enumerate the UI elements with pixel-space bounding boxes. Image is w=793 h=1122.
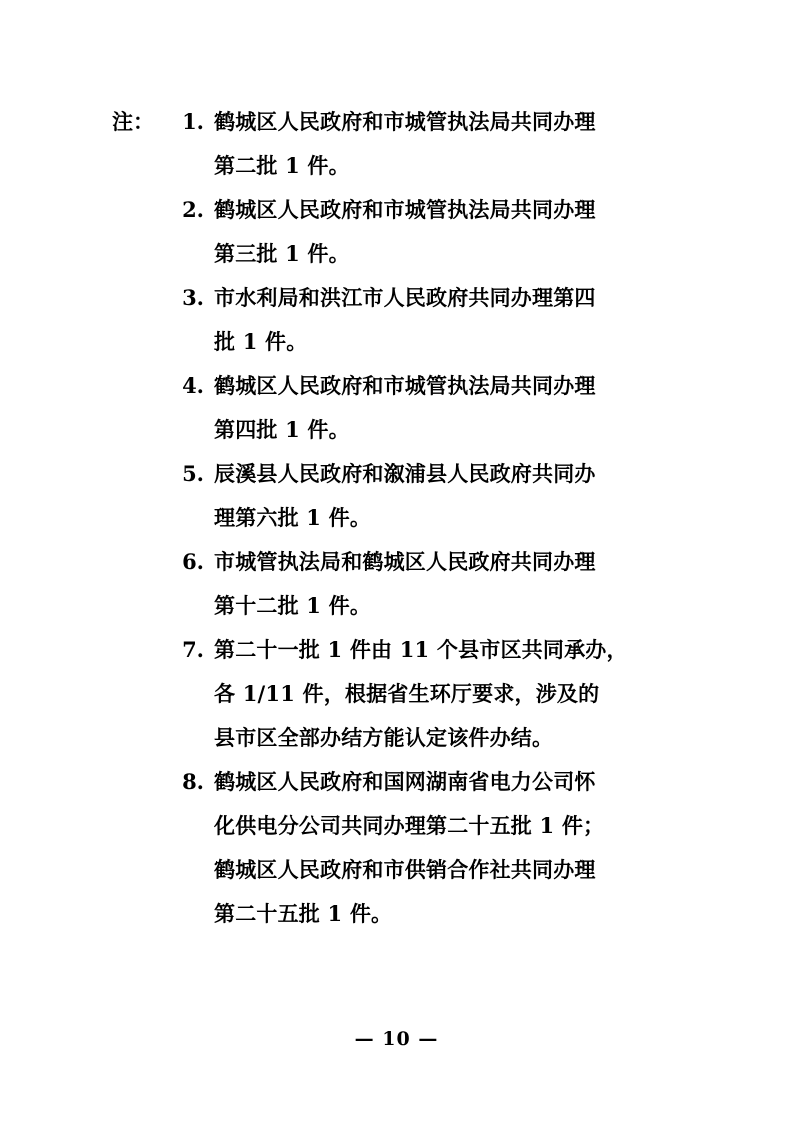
list-item-number: 4. bbox=[182, 373, 204, 398]
list-item-number: 6. bbox=[182, 549, 204, 574]
text-line: 鹤城区人民政府和市城管执法局共同办理 bbox=[214, 373, 596, 398]
list-item-number: 5. bbox=[182, 461, 204, 486]
list-item bbox=[170, 364, 672, 452]
list-item-text bbox=[214, 760, 672, 936]
notes-row bbox=[112, 100, 672, 936]
text-line: 县市区全部办结方能认定该件办结。 bbox=[214, 725, 554, 750]
list-item bbox=[170, 188, 672, 276]
list-item bbox=[170, 760, 672, 936]
list-item-text bbox=[214, 364, 672, 452]
list-item-text bbox=[214, 188, 672, 276]
text-line: 鹤城区人民政府和国网湖南省电力公司怀 bbox=[214, 769, 596, 794]
list-item-text bbox=[214, 628, 672, 760]
text-line: 市水利局和洪江市人民政府共同办理第四 bbox=[214, 285, 596, 310]
list-item-number: 8. bbox=[182, 769, 204, 794]
text-line: 第四批 1 件。 bbox=[214, 417, 350, 442]
list-item-text bbox=[214, 276, 672, 364]
text-line: 鹤城区人民政府和市供销合作社共同办理 bbox=[214, 857, 596, 882]
text-line: 第三批 1 件。 bbox=[214, 241, 350, 266]
text-line: 各 1/11 件，根据省生环厅要求，涉及的 bbox=[214, 681, 600, 706]
list-item-text bbox=[214, 540, 672, 628]
list-item bbox=[170, 628, 672, 760]
list-item-number: 3. bbox=[182, 285, 204, 310]
text-line: 鹤城区人民政府和市城管执法局共同办理 bbox=[214, 109, 596, 134]
list-item bbox=[170, 100, 672, 188]
text-line: 化供电分公司共同办理第二十五批 1 件； bbox=[214, 813, 605, 838]
list-item-text bbox=[214, 452, 672, 540]
list-item-number: 2. bbox=[182, 197, 204, 222]
list-item-text bbox=[214, 100, 672, 188]
text-line: 鹤城区人民政府和市城管执法局共同办理 bbox=[214, 197, 596, 222]
notes-block bbox=[112, 100, 672, 938]
text-line: 理第六批 1 件。 bbox=[214, 505, 372, 530]
notes-label: 注： bbox=[112, 109, 154, 134]
list-item-number: 1. bbox=[182, 109, 204, 134]
list-item bbox=[170, 276, 672, 364]
page-number-footer: — 10 — bbox=[354, 1028, 439, 1050]
list-item bbox=[170, 452, 672, 540]
text-line: 第二批 1 件。 bbox=[214, 153, 350, 178]
text-line: 市城管执法局和鹤城区人民政府共同办理 bbox=[214, 549, 596, 574]
notes-list bbox=[170, 100, 672, 936]
text-line: 辰溪县人民政府和溆浦县人民政府共同办 bbox=[214, 461, 596, 486]
text-line: 第十二批 1 件。 bbox=[214, 593, 372, 618]
text-line: 批 1 件。 bbox=[214, 329, 308, 354]
list-item bbox=[170, 540, 672, 628]
text-line: 第二十一批 1 件由 11 个县市区共同承办， bbox=[214, 637, 628, 662]
text-line: 第二十五批 1 件。 bbox=[214, 901, 393, 926]
list-item-number: 7. bbox=[182, 637, 204, 662]
